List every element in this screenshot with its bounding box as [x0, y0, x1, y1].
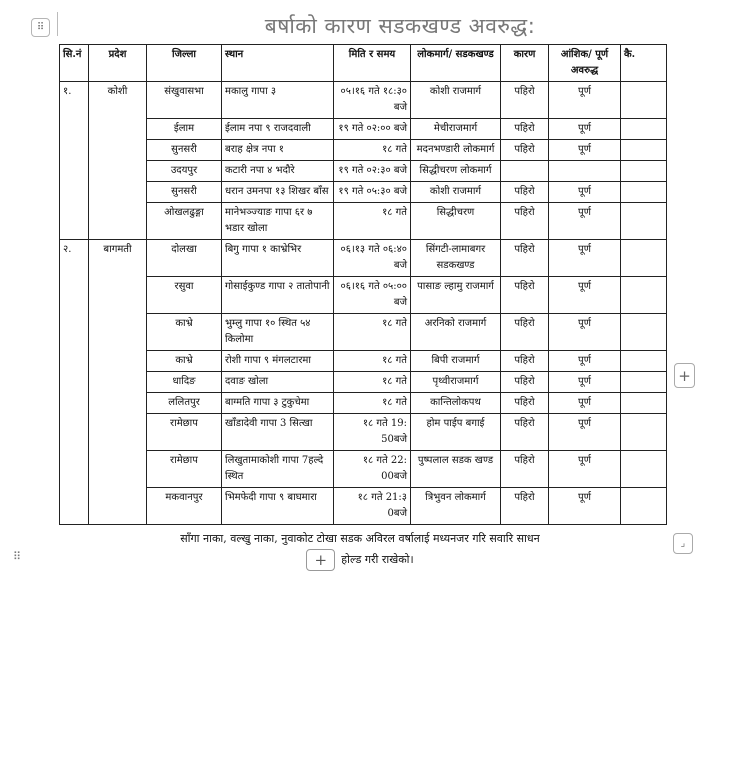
header-sn: सि.नं — [60, 45, 89, 82]
status-cell: पूर्ण — [549, 488, 621, 525]
reason-cell — [501, 161, 549, 182]
reason-cell: पहिरो — [501, 82, 549, 119]
district-cell: रामेछाप — [147, 451, 222, 488]
footer-note — [60, 529, 660, 571]
road-cell: सिद्धीचरण — [411, 203, 501, 240]
status-cell: पूर्ण — [549, 182, 621, 203]
remarks-cell — [621, 414, 667, 451]
status-cell: पूर्ण — [549, 240, 621, 277]
district-cell: काभ्रे — [147, 314, 222, 351]
status-cell: पूर्ण — [549, 277, 621, 314]
place-cell: कटारी नपा ४ भदौरे — [222, 161, 334, 182]
remarks-cell — [621, 314, 667, 351]
status-cell: पूर्ण — [549, 372, 621, 393]
footer-line-1-wrap — [60, 529, 660, 549]
datetime-cell: १८ गते 21:३ 0बजे — [334, 488, 411, 525]
status-cell: पूर्ण — [549, 351, 621, 372]
district-cell: संखुवासभा — [147, 82, 222, 119]
remarks-cell — [621, 277, 667, 314]
status-cell: पूर्ण — [549, 414, 621, 451]
place-cell: बाग्मति गापा ३ टुकुचेमा — [222, 393, 334, 414]
reason-cell: पहिरो — [501, 488, 549, 525]
datetime-cell: १८ गते — [334, 203, 411, 240]
datetime-cell: १८ गते — [334, 351, 411, 372]
reason-cell: पहिरो — [501, 140, 549, 161]
header-datetime: मिति र समय — [334, 45, 411, 82]
resize-handle[interactable] — [673, 533, 693, 554]
place-cell: बिगु गापा १ काभ्रेभिर — [222, 240, 334, 277]
road-cell: पासाङ ल्हामु राजमार्ग — [411, 277, 501, 314]
road-cell: अरनिको राजमार्ग — [411, 314, 501, 351]
road-cell: पुष्पलाल सडक खण्ड — [411, 451, 501, 488]
road-cell: कान्तिलोकपथ — [411, 393, 501, 414]
place-cell: लिखुतामाकोशी गापा 7हल्दे स्थित — [222, 451, 334, 488]
reason-cell: पहिरो — [501, 119, 549, 140]
table-row — [60, 351, 667, 372]
district-cell: धादिङ — [147, 372, 222, 393]
datetime-cell: १८ गते — [334, 372, 411, 393]
reason-cell: पहिरो — [501, 451, 549, 488]
table-container — [59, 44, 666, 525]
page-title: बर्षाको कारण सडकखण्ड अवरुद्ध: — [264, 14, 536, 38]
datetime-cell: १९ गते ०२:०० बजे — [334, 119, 411, 140]
place-cell: खाँडादेवी गापा 3 सित्खा — [222, 414, 334, 451]
grip-icon: ⠿ — [36, 21, 45, 33]
header-road: लोकमार्ग/ सडकखण्ड — [411, 45, 501, 82]
plus-icon: + — [314, 551, 328, 569]
district-cell: रसुवा — [147, 277, 222, 314]
title-bar — [0, 0, 737, 44]
sn-cell: २. — [60, 240, 89, 525]
table-row — [60, 240, 667, 277]
district-cell: ओखलढुङ्गा — [147, 203, 222, 240]
reason-cell: पहिरो — [501, 277, 549, 314]
place-cell: भुम्लु गापा १० स्थित ५४ किलोमा — [222, 314, 334, 351]
add-column-button[interactable] — [674, 363, 695, 388]
datetime-cell: १८ गते 19: 50बजे — [334, 414, 411, 451]
place-cell: बराह क्षेत्र नपा १ — [222, 140, 334, 161]
status-cell: पूर्ण — [549, 140, 621, 161]
district-cell: सुनसरी — [147, 182, 222, 203]
reason-cell: पहिरो — [501, 351, 549, 372]
place-cell: धरान उमनपा १३ शिखर बाँस — [222, 182, 334, 203]
datetime-cell: ०६।१६ गते ०५:०० बजे — [334, 277, 411, 314]
status-cell — [549, 161, 621, 182]
datetime-cell: १९ गते ०५:३० बजे — [334, 182, 411, 203]
road-cell: होम पाईप बगाई — [411, 414, 501, 451]
add-row-button[interactable] — [306, 549, 335, 571]
sn-cell: १. — [60, 82, 89, 240]
footer-area — [0, 529, 737, 589]
road-blockage-table — [59, 44, 667, 525]
datetime-cell: १८ गते — [334, 393, 411, 414]
status-cell: पूर्ण — [549, 451, 621, 488]
road-cell: मदनभण्डारी लोकमार्ग — [411, 140, 501, 161]
datetime-cell: १८ गते 22: 00बजे — [334, 451, 411, 488]
header-remarks: कै. — [621, 45, 667, 82]
district-cell: ललितपुर — [147, 393, 222, 414]
table-row — [60, 203, 667, 240]
table-header-row — [60, 45, 667, 82]
datetime-cell: ०६।१३ गते ०६:४० बजे — [334, 240, 411, 277]
footer-line-2: होल्ड गरी राखेको। — [341, 553, 414, 566]
table-row — [60, 393, 667, 414]
status-cell: पूर्ण — [549, 393, 621, 414]
header-reason: कारण — [501, 45, 549, 82]
road-cell: कोशी राजमार्ग — [411, 82, 501, 119]
province-cell: कोशी — [89, 82, 147, 240]
remarks-cell — [621, 119, 667, 140]
status-cell: पूर्ण — [549, 119, 621, 140]
road-cell: मेचीराजमार्ग — [411, 119, 501, 140]
drag-icon: ⠿ — [13, 550, 22, 563]
status-cell: पूर्ण — [549, 82, 621, 119]
place-cell: दवाङ खोला — [222, 372, 334, 393]
table-row — [60, 140, 667, 161]
remarks-cell — [621, 203, 667, 240]
datetime-cell: १८ गते — [334, 140, 411, 161]
datetime-cell: १९ गते ०२:३० बजे — [334, 161, 411, 182]
road-cell: पृथ्वीराजमार्ग — [411, 372, 501, 393]
remarks-cell — [621, 182, 667, 203]
reason-cell: पहिरो — [501, 393, 549, 414]
district-cell: दोलखा — [147, 240, 222, 277]
datetime-cell: १८ गते — [334, 314, 411, 351]
remarks-cell — [621, 140, 667, 161]
road-cell: त्रिभुवन लोकमार्ग — [411, 488, 501, 525]
block-handle-button[interactable] — [31, 18, 50, 37]
resize-icon: ⌟ — [680, 538, 686, 549]
divider — [57, 12, 58, 36]
road-cell: सिंगटी-लामाबगर सडकखण्ड — [411, 240, 501, 277]
place-cell: भिमफेदी गापा ९ बाघमारा — [222, 488, 334, 525]
reason-cell: पहिरो — [501, 414, 549, 451]
header-place: स्थान — [222, 45, 334, 82]
footer-line-1: साँगा नाका, वल्खु नाका, नुवाकोट टोखा सडक अविरल वर्षालाई मध्यनजर गरि सवारि साधन — [180, 532, 540, 545]
place-cell: ईलाम नपा ९ राजदवाली — [222, 119, 334, 140]
district-cell: मकवानपुर — [147, 488, 222, 525]
table-row — [60, 277, 667, 314]
road-cell: सिद्धीचरण लोकमार्ग — [411, 161, 501, 182]
remarks-cell — [621, 488, 667, 525]
road-cell: कोशी राजमार्ग — [411, 182, 501, 203]
table-row — [60, 414, 667, 451]
reason-cell: पहिरो — [501, 314, 549, 351]
footer-line-2-wrap — [60, 549, 660, 571]
reason-cell: पहिरो — [501, 182, 549, 203]
place-cell: मानेभञ्ज्याङ गापा ६र ७ भडार खोला — [222, 203, 334, 240]
reason-cell: पहिरो — [501, 372, 549, 393]
place-cell: गोसाईकुण्ड गापा २ तातोपानी — [222, 277, 334, 314]
district-cell: उदयपुर — [147, 161, 222, 182]
table-row — [60, 182, 667, 203]
datetime-cell: ०५।१६ गते १८:३० बजे — [334, 82, 411, 119]
place-cell: रोशी गापा ९ मंगलटारमा — [222, 351, 334, 372]
district-cell: ईलाम — [147, 119, 222, 140]
drag-handle[interactable] — [13, 551, 21, 562]
province-cell: बागमती — [89, 240, 147, 525]
header-district: जिल्ला — [147, 45, 222, 82]
table-row — [60, 488, 667, 525]
district-cell: काभ्रे — [147, 351, 222, 372]
table-row — [60, 82, 667, 119]
table-row — [60, 451, 667, 488]
reason-cell: पहिरो — [501, 240, 549, 277]
remarks-cell — [621, 372, 667, 393]
remarks-cell — [621, 82, 667, 119]
district-cell: सुनसरी — [147, 140, 222, 161]
table-row — [60, 314, 667, 351]
header-province: प्रदेश — [89, 45, 147, 82]
remarks-cell — [621, 240, 667, 277]
remarks-cell — [621, 451, 667, 488]
district-cell: रामेछाप — [147, 414, 222, 451]
place-cell: मकालु गापा ३ — [222, 82, 334, 119]
header-status: आंशिक/ पूर्ण अवरुद्ध — [549, 45, 621, 82]
road-cell: बिपी राजमार्ग — [411, 351, 501, 372]
table-row — [60, 161, 667, 182]
reason-cell: पहिरो — [501, 203, 549, 240]
table-row — [60, 372, 667, 393]
remarks-cell — [621, 351, 667, 372]
plus-icon: + — [678, 366, 691, 385]
table-row — [60, 119, 667, 140]
remarks-cell — [621, 393, 667, 414]
status-cell: पूर्ण — [549, 203, 621, 240]
status-cell: पूर्ण — [549, 314, 621, 351]
remarks-cell — [621, 161, 667, 182]
